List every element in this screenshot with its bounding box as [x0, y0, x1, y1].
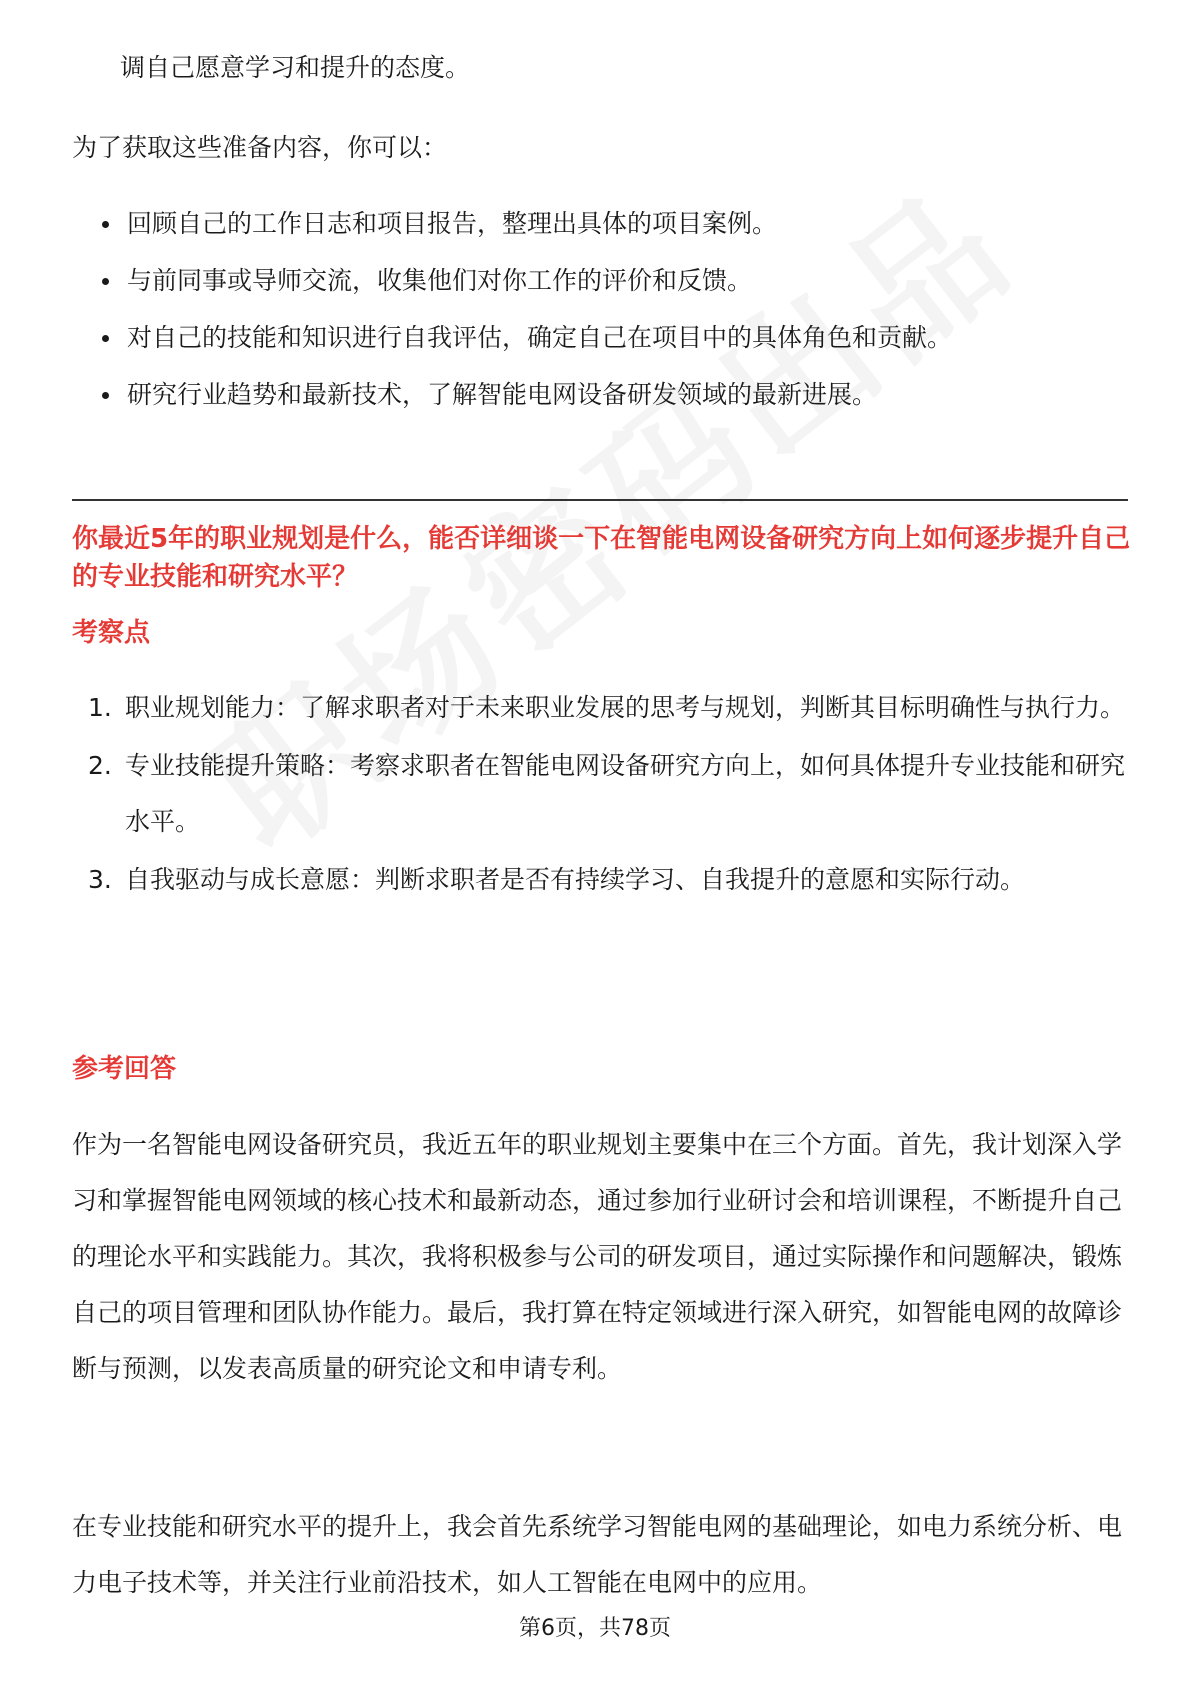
answer-block: [72, 1050, 1132, 1088]
list-item: [72, 204, 1132, 244]
assessment-title: 考察点: [72, 618, 151, 648]
intro-continued: [72, 48, 1132, 88]
list-number: 1.: [88, 693, 112, 722]
list-item: [72, 318, 1132, 358]
assessment-list: [72, 680, 1132, 908]
question-block: [72, 520, 1132, 596]
list-item-text: 对自己的技能和知识进行自我评估，确定自己在项目中的具体角色和贡献。: [127, 323, 953, 352]
assessment-list-block: [72, 680, 1132, 910]
list-item-text: 与前同事或导师交流，收集他们对你工作的评价和反馈。: [127, 266, 753, 295]
prep-list-block: [72, 204, 1132, 432]
list-item-text: 回顾自己的工作日志和项目报告，整理出具体的项目案例。: [127, 209, 778, 238]
question-heading: 你最近5年的职业规划是什么，能否详细谈一下在智能电网设备研究方向上如何逐步提升自己的专业技能和研究水平？: [72, 524, 1131, 592]
list-item-text: 职业规划能力：了解求职者对于未来职业发展的思考与规划，判断其目标明确性与执行力。: [125, 693, 1126, 722]
answer-text: 在专业技能和研究水平的提升上，我会首先系统学习智能电网的基础理论，如电力系统分析、电力电子技术等，并关注行业前沿技术，如人工智能在电网中的应用。: [72, 1512, 1123, 1597]
list-item: [72, 375, 1132, 415]
bullet-icon: [102, 335, 109, 342]
list-item: [72, 852, 1132, 908]
answer-paragraph-2: [72, 1499, 1132, 1611]
list-item: [72, 680, 1132, 736]
answer-title: 参考回答: [72, 1054, 177, 1084]
assessment-block: [72, 614, 1132, 652]
list-item-text: 专业技能提升策略：考察求职者在智能电网设备研究方向上，如何具体提升专业技能和研究水平。: [125, 751, 1126, 836]
page-footer: 第6页，共78页: [519, 1616, 671, 1641]
intro-lead: [72, 128, 1132, 168]
prep-bullet-list: [72, 204, 1132, 415]
bullet-icon: [102, 221, 109, 228]
bullet-icon: [102, 392, 109, 399]
list-item-text: 研究行业趋势和最新技术，了解智能电网设备研发领域的最新进展。: [127, 380, 878, 409]
list-item: [72, 261, 1132, 301]
list-number: 3.: [88, 865, 112, 894]
answer-text: 作为一名智能电网设备研究员，我近五年的职业规划主要集中在三个方面。首先，我计划深入学习和掌握智能电网领域的核心技术和最新动态，通过参加行业研讨会和培训课程，不断提升自己的理论水平和实践能力。其次，我将积极参与公司的研发项目，通过实际操作和问题解决，锻炼自己的项目管理和团队协作能力。最后，我打算在特定领域进行深入研究，如智能电网的故障诊断与预测，以发表高质量的研究论文和申请专利。: [72, 1130, 1123, 1383]
bullet-icon: [102, 278, 109, 285]
list-number: 2.: [88, 751, 112, 780]
section-divider: [72, 499, 1128, 501]
answer-paragraph-1: [72, 1117, 1132, 1397]
list-item: [72, 738, 1132, 850]
lead-in-text: 为了获取这些准备内容，你可以：: [72, 133, 448, 162]
list-item-text: 自我驱动与成长意愿：判断求职者是否有持续学习、自我提升的意愿和实际行动。: [125, 865, 1026, 894]
continued-line: 调自己愿意学习和提升的态度。: [120, 53, 471, 82]
